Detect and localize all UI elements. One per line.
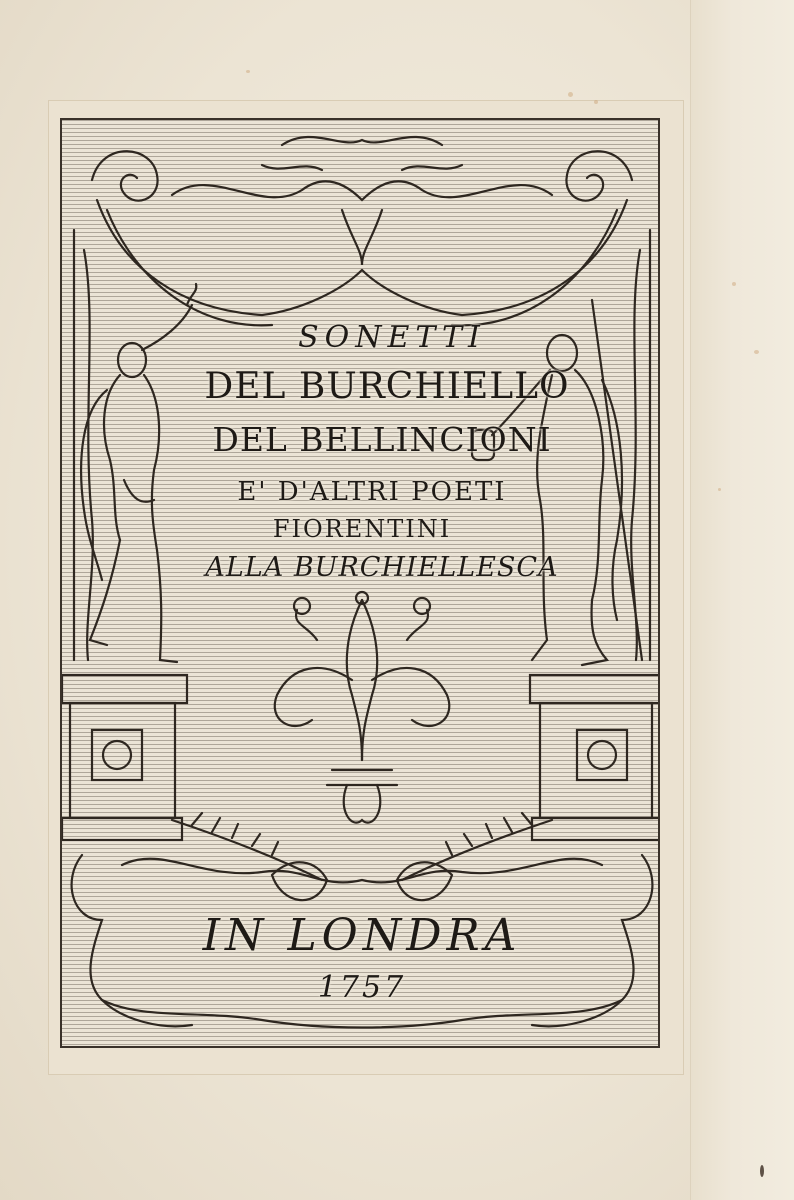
- title-burchiellesca: ALLA BURCHIELLESCA: [205, 552, 559, 583]
- foxing-spot: [568, 92, 573, 97]
- engraved-title-plate: [60, 118, 660, 1048]
- page-edge: [690, 0, 794, 1200]
- foxing-spot: [718, 488, 721, 491]
- title-sonetti: SONETTI: [298, 320, 486, 355]
- foxing-spot: [246, 70, 250, 73]
- title-bellincioni: DEL BELLINCIONI: [212, 420, 552, 459]
- title-burchiello: DEL BURCHIELLO: [204, 366, 570, 407]
- title-altri-poeti: E' D'ALTRI POETI: [237, 477, 507, 507]
- engraving-ornament: [62, 120, 660, 1048]
- imprint-place: IN LONDRA: [202, 910, 522, 961]
- foxing-spot: [732, 282, 736, 286]
- title-fiorentini: FIORENTINI: [272, 515, 452, 543]
- imprint-year: 1757: [317, 970, 407, 1005]
- foxing-spot: [594, 100, 598, 104]
- foxing-spot: [754, 350, 759, 354]
- foxing-spot: [760, 1165, 764, 1177]
